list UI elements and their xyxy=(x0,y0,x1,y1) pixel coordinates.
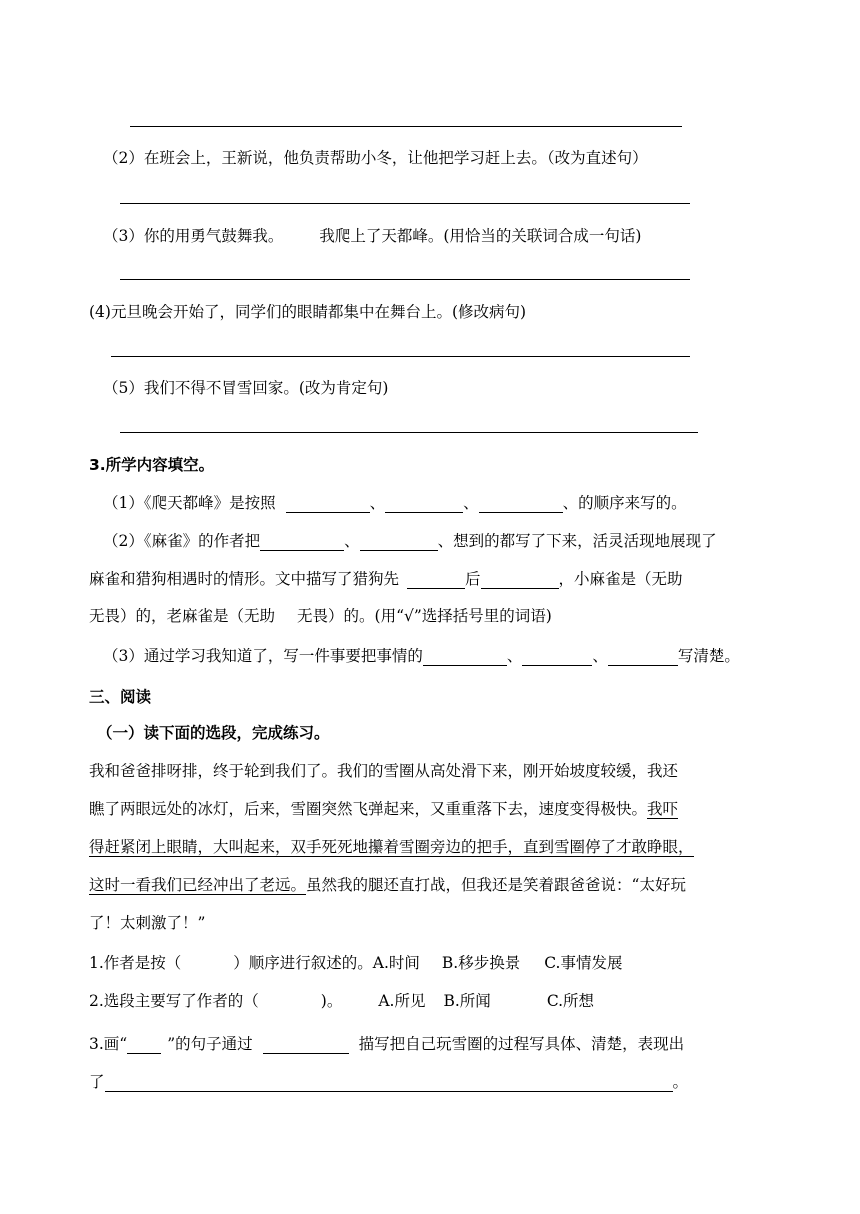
blank[interactable] xyxy=(481,571,559,589)
fill-line-2: （2）《麻雀》的作者把 、 、想到的都写了下来，活灵活现地展现了 xyxy=(103,532,717,550)
question-2-5: （5）我们不得不冒雪回家。(改为肯定句) xyxy=(103,379,389,397)
passage-line-4: 这时一看我们已经冲出了老远。虽然我的腿还直打战，但我还是笑着跟爸爸说：“太好玩 xyxy=(89,876,686,894)
question-2-3: （3）你的用勇气鼓舞我。 我爬上了天都峰。(用恰当的关联词合成一句话) xyxy=(103,227,642,245)
reading-subheading: （一）读下面的选段，完成练习。 xyxy=(97,724,330,742)
blank[interactable] xyxy=(286,495,370,513)
blank[interactable] xyxy=(479,495,563,513)
blank[interactable] xyxy=(522,648,592,666)
blank[interactable] xyxy=(407,571,465,589)
fill-line-1: （1）《爬天都峰》是按照 、 、 、的顺序来写的。 xyxy=(103,494,687,512)
fill-line-4: 无畏）的，老麻雀是（无助 无畏）的。(用“√”选择括号里的词语) xyxy=(89,607,552,625)
passage-line-5: 了！太刺激了！” xyxy=(89,914,206,932)
reading-question-2: 2.选段主要写了作者的（ )。 A.所见 B.所闻 C.所想 xyxy=(89,992,595,1010)
blank[interactable] xyxy=(105,1074,673,1092)
question-2-2: （2）在班会上，王新说，他负责帮助小冬，让他把学习赶上去。（改为直述句） xyxy=(103,149,648,167)
blank[interactable] xyxy=(423,648,507,666)
reading-question-3: 3.画“ ”的句子通过 描写把自己玩雪圈的过程写具体、清楚，表现出 xyxy=(89,1035,685,1053)
answer-line-5[interactable] xyxy=(120,432,698,433)
blank[interactable] xyxy=(385,495,463,513)
answer-line-1[interactable] xyxy=(130,126,682,127)
reading-heading: 三、阅读 xyxy=(89,688,152,706)
answer-line-4[interactable] xyxy=(111,356,690,357)
blank[interactable] xyxy=(263,1036,349,1054)
answer-line-3[interactable] xyxy=(120,279,690,280)
fill-line-3: 麻雀和猎狗相遇时的情形。文中描写了猎狗先 后 ，小麻雀是（无助 xyxy=(89,570,683,588)
blank[interactable] xyxy=(360,533,438,551)
blank[interactable] xyxy=(608,648,678,666)
question-2-4: (4)元旦晚会开始了，同学们的眼睛都集中在舞台上。(修改病句) xyxy=(89,303,527,321)
section-3-heading: 3.所学内容填空。 xyxy=(89,456,215,474)
fill-line-5: （3）通过学习我知道了，写一件事要把事情的 、 、 写清楚。 xyxy=(103,647,740,665)
answer-line-2[interactable] xyxy=(120,203,690,204)
passage-line-1: 我和爸爸排呀排，终于轮到我们了。我们的雪圈从高处滑下来，刚开始坡度较缓，我还 xyxy=(89,762,679,780)
reading-question-1: 1.作者是按（ ）顺序进行叙述的。A.时间 B.移步换景 C.事情发展 xyxy=(89,954,623,972)
underline-sample xyxy=(127,1036,161,1054)
passage-line-2: 瞧了两眼远处的冰灯，后来，雪圈突然飞弹起来，又重重落下去，速度变得极快。我吓 xyxy=(89,800,679,818)
blank[interactable] xyxy=(260,533,344,551)
reading-question-3-cont: 了 。 xyxy=(89,1073,689,1091)
passage-line-3: 得赶紧闭上眼睛，大叫起来，双手死死地攥着雪圈旁边的把手，直到雪圈停了才敢睁眼， xyxy=(89,838,694,856)
